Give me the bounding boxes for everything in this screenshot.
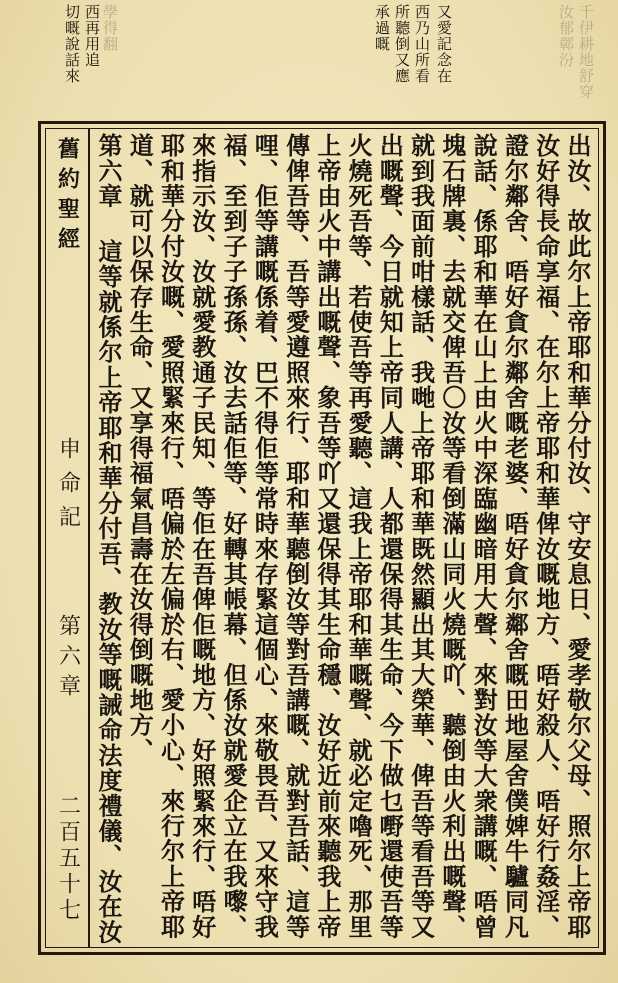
margin-note: 又愛記念在 [435, 4, 453, 84]
margin-note: 汝郁鄣汾 [557, 4, 575, 68]
scripture-body [90, 129, 596, 947]
text-frame [38, 121, 606, 955]
margin-note: 切嘅說話來 [63, 4, 81, 84]
text-column: 證尔鄰舍、唔好貪尔鄰舍嘅老婆、唔好貪尔鄰舍嘅田地屋舍僕婢牛驢同凡 [500, 133, 530, 940]
chapter-start-column: 第六章 這等就係尔上帝耶和華分付吾、教汝等嘅誡命法度禮儀、汝在汝 [94, 133, 123, 945]
margin-note: 千伊耕地舒穿 [577, 4, 595, 100]
text-column: 耶和華分付汝嘅、愛照緊來行、唔偏於左偏於右、愛小心、來行尔上帝耶 [156, 133, 186, 940]
text-column: 就到我面前咁樣話、我哋上帝耶和華既然顯出其大榮華、俾吾等看吾等又 [406, 133, 436, 940]
text-column: 道、就可以保存生命、又享得福氣昌壽在汝得倒嘅地方、 [125, 133, 155, 763]
section-title: 申命記 [55, 437, 81, 539]
margin-note: 學得翻 [101, 4, 119, 52]
text-column: 出汝、故此尔上帝耶和華分付汝、守安息日、愛孝敬尔父母、照尔上帝耶 [562, 133, 592, 940]
text-column: 哩、佢等講嘅係着、巴不得佢等常時來存緊這個心、來敬畏吾、又來守我 [250, 133, 280, 940]
margin-note: 承過嘅 [373, 4, 391, 52]
margin-note: 西乃山所看 [413, 4, 431, 84]
text-column: 說話、係耶和華在山上由火中深臨幽暗用大聲、來對汝等大衆講嘅、唔曾 [469, 133, 499, 940]
text-column: 傳俾吾等、吾等愛遵照來行、耶和華聽倒汝等對吾講嘅、就對吾話、這等 [281, 133, 311, 940]
book-title: 舊約聖經 [54, 137, 81, 257]
text-column: 福、至到子子孫孫、汝去話佢等、好轉其帳幕、但係汝就愛企立在我嚟、 [219, 133, 249, 940]
margin-note: 西再用追 [83, 4, 101, 68]
running-header [48, 129, 90, 947]
text-column: 汝好得長命享福、在尔上帝耶和華俾汝嘅地方、唔好殺人、唔好行姦淫、 [531, 133, 561, 940]
margin-note: 所聽倒又應 [393, 4, 411, 84]
chapter-label: 第六章 [55, 614, 81, 704]
page-number: 二百五十七 [55, 794, 81, 924]
text-column: 上帝由火中講出嘅聲、象吾等吖又還保得其生命穩、汝好近前來聽我上帝 [312, 133, 342, 940]
text-column: 塊石牌裏、去就交俾吾〇汝等看倒滿山同火燒嘅吖、聽倒由火利出嘅聲、 [437, 133, 467, 940]
text-column: 火燒死吾等、若使吾等再愛聽、這我上帝耶和華嘅聲、就必定嚕死、那里 [344, 133, 374, 940]
text-column: 來指示汝、汝就愛教通子民知、等佢在吾俾佢嘅地方、好照緊來行、唔好 [187, 133, 217, 940]
inner-border [45, 128, 599, 948]
text-column: 出嘅聲、今日就知上帝同人講、人都還保得其生命、今下做乜嘢還使吾等 [375, 133, 405, 940]
